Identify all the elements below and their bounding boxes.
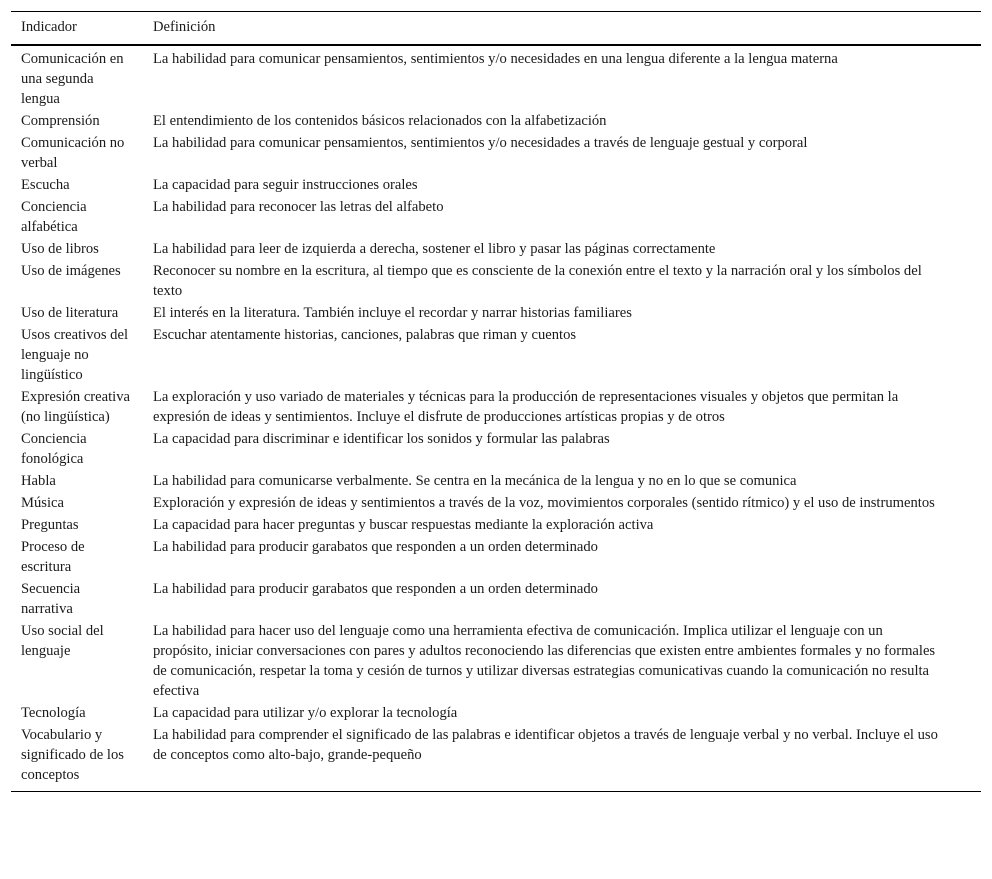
cell-indicador: Usos creativos del lenguaje no lingüístico bbox=[21, 327, 128, 383]
table-header bbox=[11, 12, 981, 46]
table-row bbox=[11, 45, 981, 110]
header-indicador: Indicador bbox=[21, 19, 77, 35]
table-row bbox=[11, 110, 981, 132]
cell-definicion: La exploración y uso variado de materiales y técnicas para la producción de representaciones visuales y objetos que permitan la expresión de ideas y sentimientos. Incluye el disfrute de producciones artísticas propias y de otros bbox=[153, 389, 899, 425]
table-row bbox=[11, 514, 981, 536]
cell-indicador: Escucha bbox=[21, 177, 70, 193]
cell-definicion: La capacidad para discriminar e identificar los sonidos y formular las palabras bbox=[153, 431, 610, 447]
cell-definicion: Escuchar atentamente historias, canciones, palabras que riman y cuentos bbox=[153, 327, 577, 343]
cell-definicion: La habilidad para hacer uso del lenguaje como una herramienta efectiva de comunicación. Implica utilizar el lenguaje con un propósito, iniciar conversaciones con pares y adultos reconociendo las diferencias que existen entre ambientes formales y no formales de comunicación, respetar la toma y cesión de turnos y utilizar diversas estrategias comunicativas cuando la comunicación no resulta efectiva bbox=[153, 623, 936, 699]
table-row bbox=[11, 302, 981, 324]
table-row bbox=[11, 132, 981, 174]
table-row bbox=[11, 470, 981, 492]
cell-definicion: La capacidad para hacer preguntas y buscar respuestas mediante la exploración activa bbox=[153, 517, 654, 533]
cell-indicador: Habla bbox=[21, 473, 56, 489]
cell-definicion: La habilidad para producir garabatos que responden a un orden determinado bbox=[153, 539, 598, 555]
cell-indicador: Conciencia fonológica bbox=[21, 431, 87, 467]
table-row bbox=[11, 702, 981, 724]
header-definicion: Definición bbox=[153, 19, 216, 35]
cell-indicador: Conciencia alfabética bbox=[21, 199, 87, 235]
cell-definicion: La habilidad para comunicarse verbalmente. Se centra en la mecánica de la lengua y no en lo que se comunica bbox=[153, 473, 797, 489]
table-row bbox=[11, 724, 981, 792]
table-row bbox=[11, 260, 981, 302]
header-row bbox=[11, 12, 981, 46]
table-row bbox=[11, 196, 981, 238]
table-row bbox=[11, 428, 981, 470]
cell-definicion: El entendimiento de los contenidos básicos relacionados con la alfabetización bbox=[153, 113, 607, 129]
cell-definicion: La habilidad para comprender el significado de las palabras e identificar objetos a través de lenguaje verbal y no verbal. Incluye el uso de conceptos como alto-bajo, grande-pequeño bbox=[153, 727, 938, 763]
cell-indicador: Secuencia narrativa bbox=[21, 581, 81, 617]
indicator-table-container bbox=[11, 11, 981, 792]
table-body bbox=[11, 45, 981, 792]
cell-indicador: Expresión creativa (no lingüística) bbox=[21, 389, 130, 425]
cell-indicador: Preguntas bbox=[21, 517, 79, 533]
cell-definicion: El interés en la literatura. También incluye el recordar y narrar historias familiares bbox=[153, 305, 632, 321]
cell-definicion: Reconocer su nombre en la escritura, al tiempo que es consciente de la conexión entre el texto y la narración oral y los símbolos del texto bbox=[153, 263, 922, 299]
cell-indicador: Comunicación en una segunda lengua bbox=[21, 51, 124, 107]
cell-indicador: Proceso de escritura bbox=[21, 539, 85, 575]
cell-definicion: La habilidad para leer de izquierda a derecha, sostener el libro y pasar las páginas correctamente bbox=[153, 241, 716, 257]
table-row bbox=[11, 620, 981, 702]
cell-definicion: Exploración y expresión de ideas y sentimientos a través de la voz, movimientos corporales (sentido rítmico) y el uso de instrumentos bbox=[153, 495, 935, 511]
table-row bbox=[11, 324, 981, 386]
table-row bbox=[11, 492, 981, 514]
cell-indicador: Uso de imágenes bbox=[21, 263, 121, 279]
indicator-table bbox=[11, 11, 981, 792]
cell-definicion: La habilidad para comunicar pensamientos, sentimientos y/o necesidades en una lengua diferente a la lengua materna bbox=[153, 51, 838, 67]
cell-definicion: La habilidad para producir garabatos que responden a un orden determinado bbox=[153, 581, 598, 597]
cell-indicador: Tecnología bbox=[21, 705, 86, 721]
cell-definicion: La habilidad para comunicar pensamientos, sentimientos y/o necesidades a través de lenguaje gestual y corporal bbox=[153, 135, 808, 151]
cell-indicador: Uso de libros bbox=[21, 241, 99, 257]
cell-indicador: Vocabulario y significado de los conceptos bbox=[21, 727, 124, 783]
table-row bbox=[11, 536, 981, 578]
cell-indicador: Uso social del lenguaje bbox=[21, 623, 104, 659]
cell-definicion: La capacidad para seguir instrucciones orales bbox=[153, 177, 418, 193]
cell-indicador: Comprensión bbox=[21, 113, 100, 129]
cell-definicion: La capacidad para utilizar y/o explorar la tecnología bbox=[153, 705, 458, 721]
cell-indicador: Uso de literatura bbox=[21, 305, 119, 321]
cell-definicion: La habilidad para reconocer las letras del alfabeto bbox=[153, 199, 444, 215]
cell-indicador: Comunicación no verbal bbox=[21, 135, 125, 171]
table-row bbox=[11, 174, 981, 196]
table-row bbox=[11, 578, 981, 620]
table-row bbox=[11, 238, 981, 260]
table-row bbox=[11, 386, 981, 428]
cell-indicador: Música bbox=[21, 495, 64, 511]
